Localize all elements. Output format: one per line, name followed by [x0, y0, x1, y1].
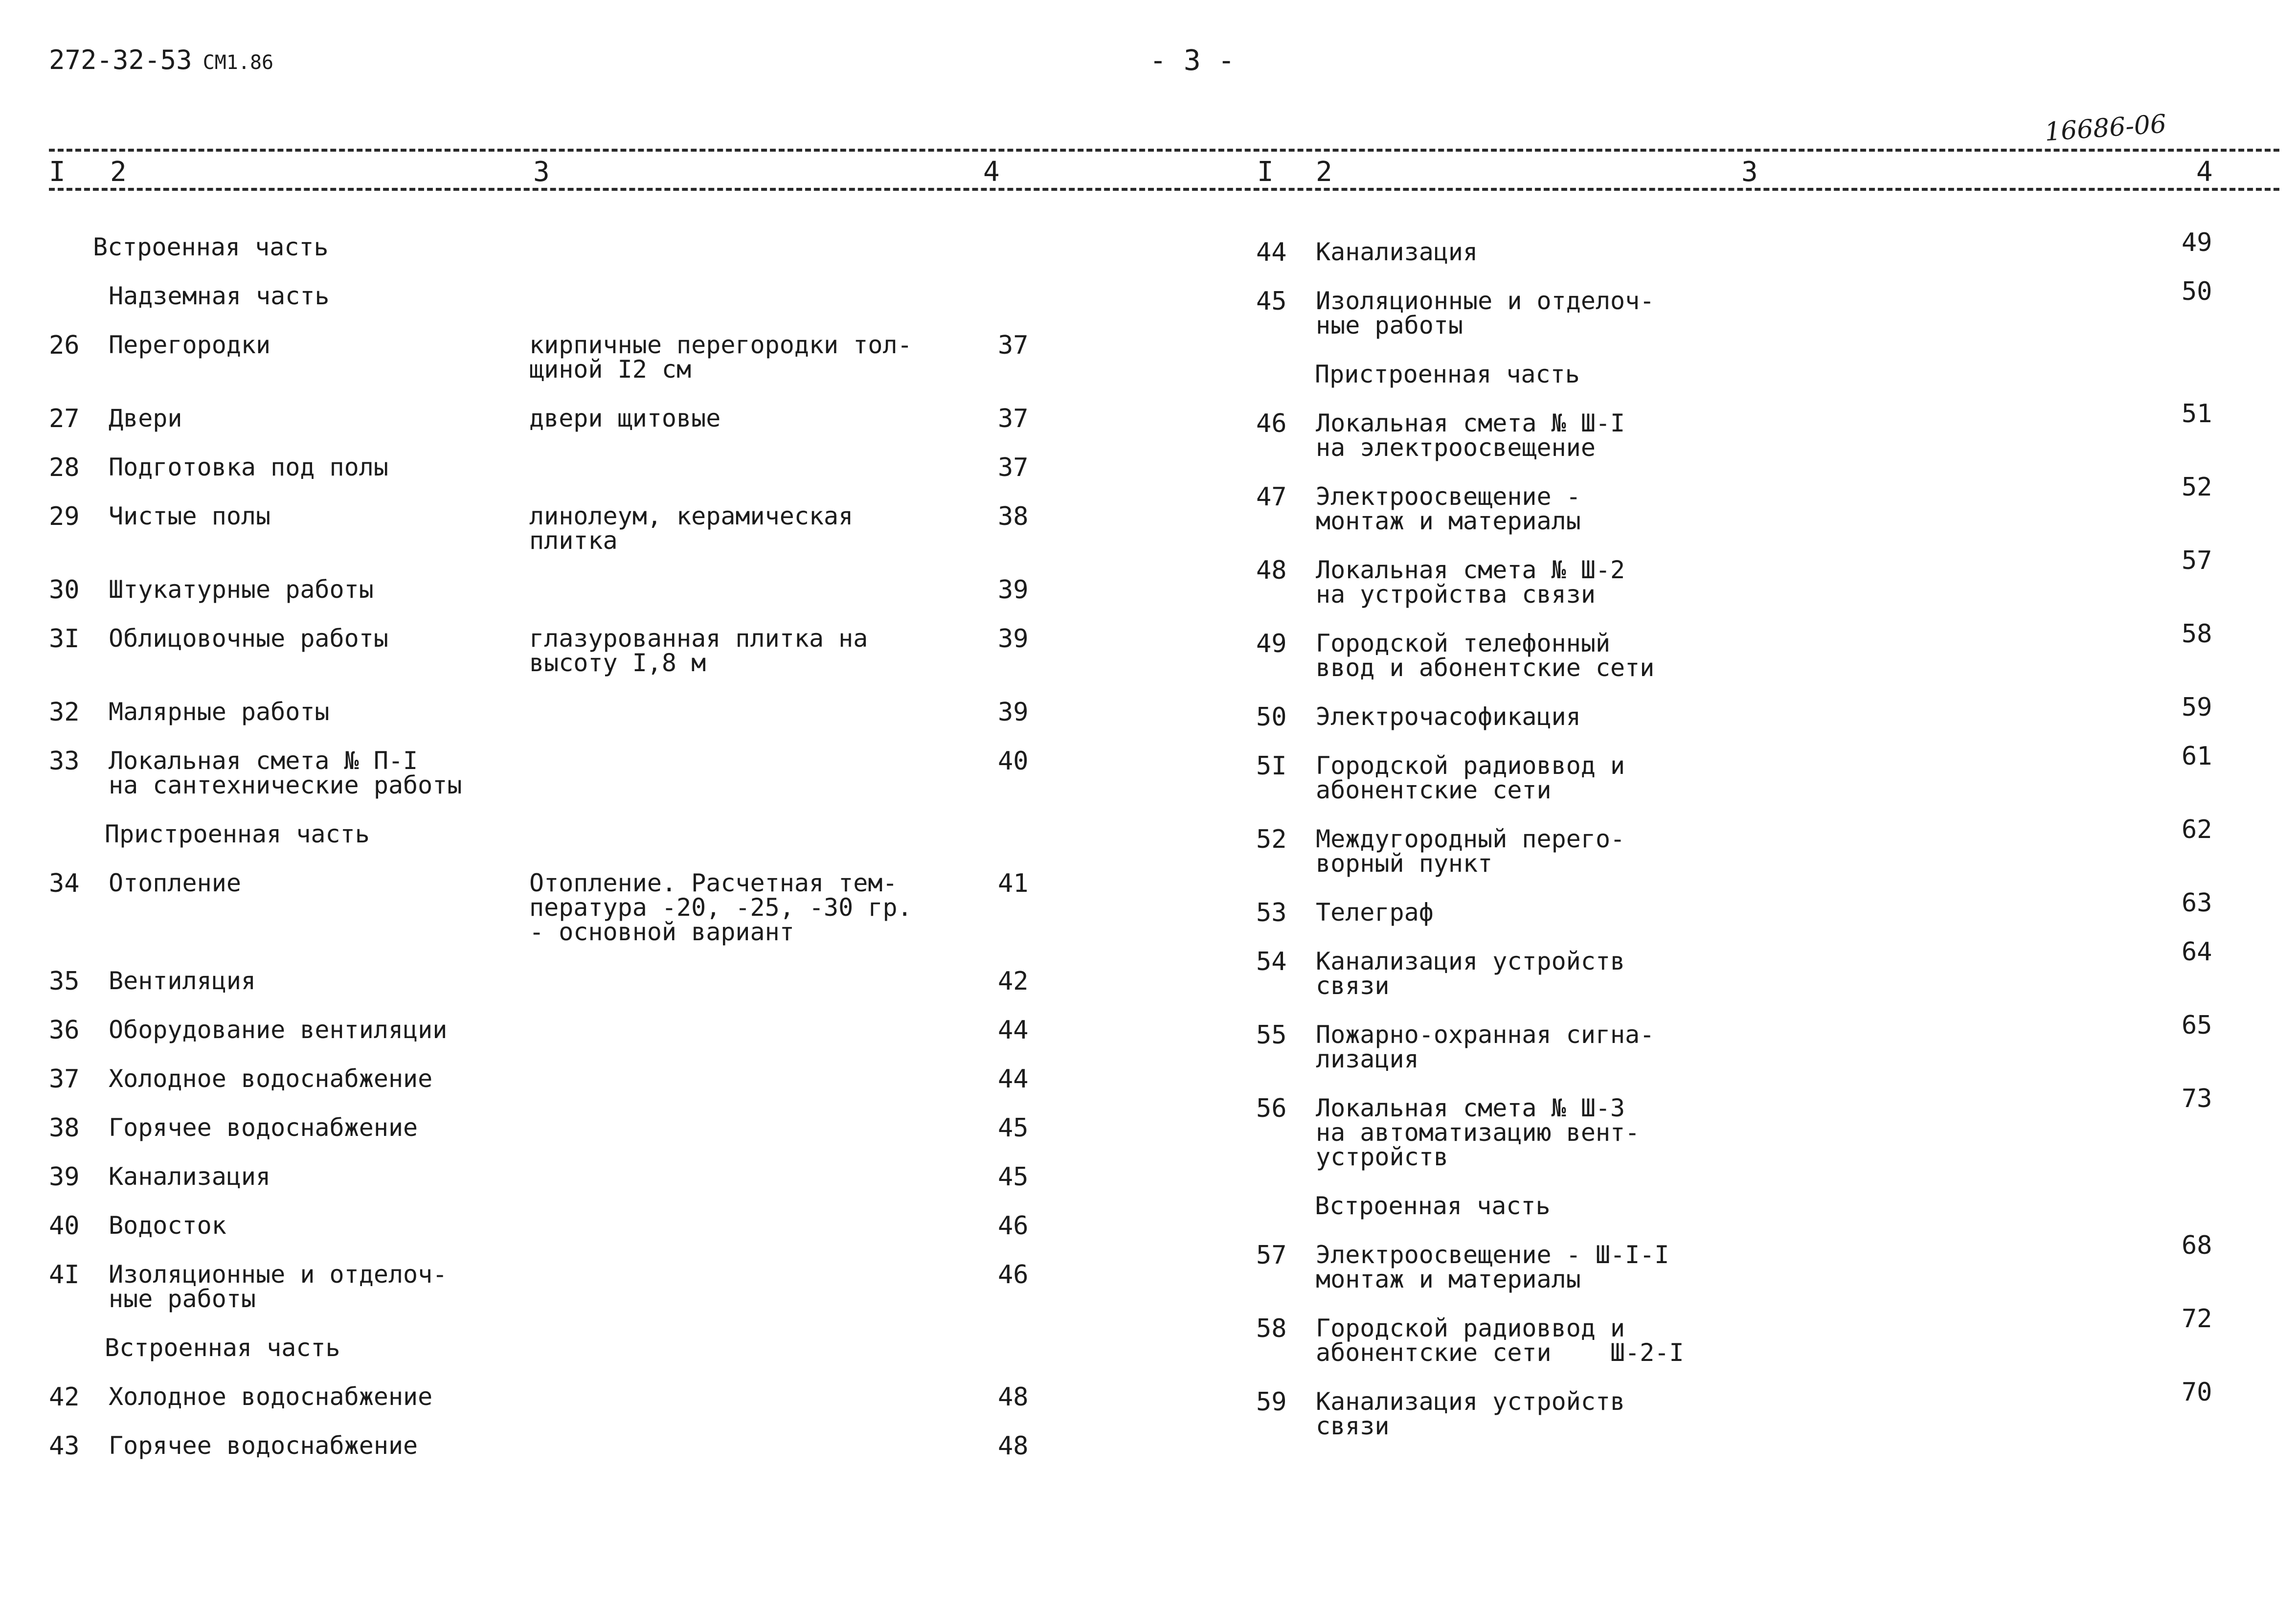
row-page: 37 — [998, 404, 1029, 433]
row-number: 45 — [1256, 287, 1287, 316]
row-title-line: Горячее водоснабжение — [109, 1113, 418, 1142]
row-title-line: на устройства связи — [1316, 580, 1596, 609]
row-page: 59 — [2182, 693, 2212, 722]
row-number: 27 — [49, 404, 80, 433]
row-title-line: Локальная смета № П-I — [109, 747, 418, 775]
row-description-line: двери щитовые — [529, 404, 721, 432]
row-number: 52 — [1256, 825, 1287, 854]
row-title-line: ввод и абонентские сети — [1316, 654, 1655, 682]
row-description-line: щиной I2 см — [529, 355, 692, 384]
row-title-line: устройств — [1316, 1143, 1448, 1171]
section-heading: Встроенная часть — [105, 1334, 340, 1362]
row-page: 37 — [998, 453, 1029, 482]
row-page: 48 — [998, 1382, 1029, 1412]
left-col-header-3: 3 — [533, 156, 550, 188]
row-number: 54 — [1256, 947, 1287, 976]
row-title-line: Канализация устройств — [1316, 1387, 1625, 1416]
row-page: 50 — [2182, 277, 2212, 306]
row-page: 44 — [998, 1016, 1029, 1045]
row-page: 73 — [2182, 1084, 2212, 1113]
row-page: 51 — [2182, 399, 2212, 429]
row-title-line: Облицовочные работы — [109, 624, 388, 653]
row-title-line: Электрочасофикация — [1316, 702, 1581, 731]
row-page: 37 — [998, 331, 1029, 360]
row-title-line: монтаж и материалы — [1316, 507, 1581, 535]
row-number: 30 — [49, 575, 80, 605]
row-page: 61 — [2182, 742, 2212, 771]
row-title-line: Электроосвещение - — [1316, 482, 1581, 511]
row-title-line: Подготовка под полы — [109, 453, 388, 481]
row-title-line: Канализация устройств — [1316, 947, 1625, 975]
row-number: 56 — [1256, 1094, 1287, 1123]
row-description-line: пература -20, -25, -30 гр. — [529, 893, 912, 922]
row-page: 45 — [998, 1162, 1029, 1192]
row-number: 47 — [1256, 482, 1287, 512]
right-col-header-1: I — [1257, 156, 1274, 188]
row-page: 39 — [998, 698, 1029, 727]
table-top-rule — [49, 149, 2279, 152]
row-page: 62 — [2182, 815, 2212, 844]
row-title-line: Горячее водоснабжение — [109, 1431, 418, 1460]
row-number: 43 — [49, 1431, 80, 1461]
row-title-line: Чистые полы — [109, 502, 271, 530]
row-title-line: Канализация — [1316, 238, 1478, 266]
row-page: 63 — [2182, 888, 2212, 918]
row-number: 58 — [1256, 1314, 1287, 1343]
row-number: 39 — [49, 1162, 80, 1192]
section-heading: Пристроенная часть — [1315, 360, 1580, 388]
row-title-line: Электроосвещение - Ш-I-I — [1316, 1241, 1669, 1269]
row-number: 38 — [49, 1113, 80, 1143]
row-page: 45 — [998, 1113, 1029, 1143]
left-col-header-1: I — [49, 156, 66, 188]
row-number: 37 — [49, 1064, 80, 1094]
row-title-line: Отопление — [109, 869, 241, 897]
row-title-line: абонентские сети — [1316, 776, 1552, 804]
row-number: 48 — [1256, 556, 1287, 585]
section-heading: Встроенная часть — [93, 233, 329, 261]
row-page: 42 — [998, 967, 1029, 996]
row-title-line: Холодное водоснабжение — [109, 1382, 433, 1411]
row-number: 34 — [49, 869, 80, 898]
row-page: 41 — [998, 869, 1029, 898]
row-number: 28 — [49, 453, 80, 482]
row-number: 57 — [1256, 1241, 1287, 1270]
row-title-line: абонентские сети Ш-2-I — [1316, 1338, 1684, 1367]
row-page: 38 — [998, 502, 1029, 531]
page-number: - 3 - — [1149, 44, 1235, 77]
row-description-line: линолеум, керамическая — [529, 502, 854, 530]
row-title-line: монтаж и материалы — [1316, 1265, 1581, 1293]
row-title-line: Изоляционные и отделоч- — [1316, 287, 1655, 315]
row-page: 40 — [998, 747, 1029, 776]
row-number: 36 — [49, 1016, 80, 1045]
section-heading: Встроенная часть — [1315, 1192, 1551, 1220]
row-number: 55 — [1256, 1020, 1287, 1050]
row-title-line: ные работы — [109, 1285, 256, 1313]
row-title-line: ные работы — [1316, 311, 1463, 340]
row-number: 5I — [1256, 751, 1287, 781]
row-number: 49 — [1256, 629, 1287, 658]
table-header-bottom-rule — [49, 188, 2279, 191]
row-title-line: на сантехнические работы — [109, 771, 462, 799]
row-page: 64 — [2182, 937, 2212, 967]
document-code-suffix: СМ1.86 — [203, 51, 274, 74]
row-number: 40 — [49, 1211, 80, 1241]
row-title-line: Городской радиоввод и — [1316, 1314, 1625, 1342]
left-col-header-2: 2 — [110, 156, 127, 188]
row-title-line: лизация — [1316, 1045, 1419, 1073]
row-description-line: - основной вариант — [529, 918, 794, 946]
left-col-header-4: 4 — [983, 156, 1000, 188]
row-description-line: глазурованная плитка на — [529, 624, 868, 653]
row-title-line: Междугородный перего- — [1316, 825, 1625, 853]
row-number: 42 — [49, 1382, 80, 1412]
archive-stamp: 16686-06 — [2044, 109, 2167, 147]
row-title-line: Штукатурные работы — [109, 575, 374, 604]
row-page: 39 — [998, 575, 1029, 605]
row-title-line: Перегородки — [109, 331, 271, 359]
row-page: 39 — [998, 624, 1029, 654]
row-title-line: Малярные работы — [109, 698, 330, 726]
row-title-line: Локальная смета № Ш-3 — [1316, 1094, 1625, 1122]
right-col-header-3: 3 — [1741, 156, 1758, 188]
row-title-line: Городской телефонный — [1316, 629, 1611, 657]
row-title-line: Вентиляция — [109, 967, 256, 995]
row-page: 57 — [2182, 546, 2212, 575]
row-title-line: Водосток — [109, 1211, 226, 1240]
row-number: 26 — [49, 331, 80, 360]
row-number: 3I — [49, 624, 80, 654]
row-title-line: Канализация — [109, 1162, 271, 1191]
row-title-line: Городской радиоввод и — [1316, 751, 1625, 780]
right-col-header-2: 2 — [1316, 156, 1332, 188]
row-page: 72 — [2182, 1304, 2212, 1334]
row-description-line: кирпичные перегородки тол- — [529, 331, 912, 359]
row-page: 46 — [998, 1211, 1029, 1241]
row-number: 33 — [49, 747, 80, 776]
row-title-line: Локальная смета № Ш-2 — [1316, 556, 1625, 584]
row-page: 48 — [998, 1431, 1029, 1461]
row-title-line: на автоматизацию вент- — [1316, 1118, 1640, 1147]
row-title-line: связи — [1316, 972, 1390, 1000]
row-page: 49 — [2182, 228, 2212, 257]
row-page: 44 — [998, 1064, 1029, 1094]
row-page: 58 — [2182, 619, 2212, 649]
row-title-line: Холодное водоснабжение — [109, 1064, 433, 1093]
row-page: 52 — [2182, 473, 2212, 502]
document-code — [49, 47, 273, 73]
row-title-line: Пожарно-охранная сигна- — [1316, 1020, 1655, 1049]
row-title-line: Телеграф — [1316, 898, 1434, 927]
row-title-line: связи — [1316, 1412, 1390, 1440]
row-title-line: ворный пункт — [1316, 849, 1493, 878]
right-col-header-4: 4 — [2196, 156, 2213, 188]
row-title-line: Локальная смета № Ш-I — [1316, 409, 1625, 437]
row-number: 32 — [49, 698, 80, 727]
section-heading: Пристроенная часть — [105, 820, 370, 848]
row-description-line: высоту I,8 м — [529, 649, 706, 677]
row-number: 4I — [49, 1260, 80, 1290]
row-page: 46 — [998, 1260, 1029, 1290]
row-number: 46 — [1256, 409, 1287, 438]
row-number: 53 — [1256, 898, 1287, 928]
row-page: 70 — [2182, 1378, 2212, 1407]
row-number: 35 — [49, 967, 80, 996]
row-page: 65 — [2182, 1011, 2212, 1040]
row-description-line: плитка — [529, 526, 618, 555]
row-number: 50 — [1256, 702, 1287, 732]
row-title-line: Изоляционные и отделоч- — [109, 1260, 448, 1289]
document-code-number: 272-32-53 — [49, 45, 192, 75]
row-number: 29 — [49, 502, 80, 531]
row-description-line: Отопление. Расчетная тем- — [529, 869, 898, 897]
row-title-line: на электроосвещение — [1316, 433, 1596, 462]
row-page: 68 — [2182, 1231, 2212, 1260]
row-number: 59 — [1256, 1387, 1287, 1417]
row-number: 44 — [1256, 238, 1287, 267]
section-heading: Надземная часть — [109, 282, 330, 310]
row-title-line: Оборудование вентиляции — [109, 1016, 448, 1044]
row-title-line: Двери — [109, 404, 182, 432]
